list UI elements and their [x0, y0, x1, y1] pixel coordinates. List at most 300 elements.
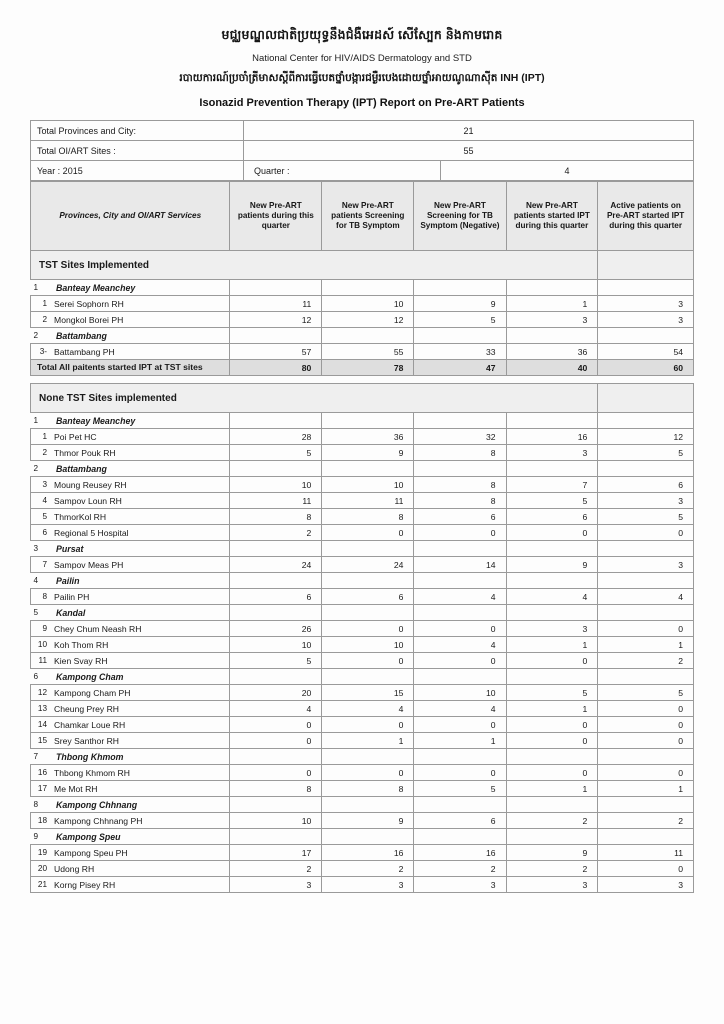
row-value: 0: [598, 621, 694, 637]
group-name: Kampong Chhnang: [50, 797, 230, 813]
row-index: 7: [31, 557, 51, 573]
table-row: [31, 701, 694, 717]
row-value: 11: [598, 845, 694, 861]
row-value: 8: [414, 477, 506, 493]
group-empty-cell: [230, 605, 322, 621]
row-index: 9: [31, 621, 51, 637]
organization-name-khmer: មជ្ឈមណ្ឌលជាតិប្រយុទ្ធនឹងជំងឺអេដស៍ សើស្បែក និងកាមរោគ: [221, 28, 503, 42]
row-site-name: Korng Pisey RH: [50, 877, 230, 893]
group-empty-cell: [414, 280, 506, 296]
table-row: [31, 685, 694, 701]
group-empty-cell: [230, 829, 322, 845]
group-empty-cell: [506, 280, 598, 296]
row-value: 54: [598, 344, 694, 360]
row-index: 13: [31, 701, 51, 717]
group-empty-cell: [414, 461, 506, 477]
group-empty-cell: [230, 573, 322, 589]
row-index: 11: [31, 653, 51, 669]
info-label: Total OI/ART Sites :: [31, 141, 244, 161]
row-index: 17: [31, 781, 51, 797]
row-value: 1: [506, 701, 598, 717]
group-row: [31, 829, 694, 845]
group-empty-cell: [598, 749, 694, 765]
group-empty-cell: [322, 829, 414, 845]
group-empty-cell: [506, 461, 598, 477]
row-value: 2: [322, 861, 414, 877]
group-empty-cell: [598, 461, 694, 477]
info-value: 55: [244, 141, 694, 161]
row-value: 8: [322, 781, 414, 797]
row-value: 5: [414, 781, 506, 797]
table-row: [31, 493, 694, 509]
group-empty-cell: [506, 797, 598, 813]
row-value: 10: [322, 477, 414, 493]
group-number: 8: [33, 800, 39, 809]
group-empty-cell: [230, 669, 322, 685]
row-value: 0: [598, 765, 694, 781]
group-row: [31, 797, 694, 813]
row-value: 57: [230, 344, 322, 360]
row-value: 20: [230, 685, 322, 701]
group-empty-cell: [414, 605, 506, 621]
group-empty-cell: [598, 573, 694, 589]
group-number: 1: [33, 283, 39, 292]
group-row: [31, 573, 694, 589]
group-empty-cell: [506, 413, 598, 429]
group-empty-cell: [322, 541, 414, 557]
row-value: 4: [414, 589, 506, 605]
row-value: 24: [322, 557, 414, 573]
row-value: 0: [598, 717, 694, 733]
report-subtitle-khmer: របាយការណ៍ប្រចាំត្រីមាសស្តីពីការធ្វើបេតថ្នាំបង្ការជម្ងឺរបេងដោយថ្នាំអាយណូណាស៊ីត INH (IPT): [179, 72, 545, 84]
row-value: 6: [414, 813, 506, 829]
info-value: 21: [244, 121, 694, 141]
group-number: 9: [33, 832, 39, 841]
row-value: 10: [322, 637, 414, 653]
row-value: 1: [506, 637, 598, 653]
row-value: 0: [230, 765, 322, 781]
total-value: 80: [230, 360, 322, 376]
row-index: 21: [31, 877, 51, 893]
group-name: Pursat: [50, 541, 230, 557]
group-number: 3: [33, 544, 39, 553]
row-site-name: Regional 5 Hospital: [50, 525, 230, 541]
section-header-row: [31, 251, 694, 280]
row-value: 5: [506, 685, 598, 701]
row-value: 5: [598, 685, 694, 701]
group-number: 5: [33, 608, 39, 617]
row-value: 0: [414, 525, 506, 541]
row-value: 8: [414, 493, 506, 509]
row-index: 1: [31, 296, 51, 312]
section-blank-cell: [598, 384, 694, 413]
row-site-name: Serei Sophorn RH: [50, 296, 230, 312]
row-site-name: Poi Pet HC: [50, 429, 230, 445]
group-empty-cell: [230, 749, 322, 765]
row-value: 0: [414, 653, 506, 669]
row-value: 2: [230, 861, 322, 877]
ipt-report-table: [30, 181, 694, 893]
row-value: 4: [230, 701, 322, 717]
row-site-name: Me Mot RH: [50, 781, 230, 797]
total-value: 78: [322, 360, 414, 376]
group-name: Battambang: [50, 328, 230, 344]
organization-name-english: National Center for HIV/AIDS Dermatology and STD: [252, 53, 472, 64]
row-value: 8: [230, 781, 322, 797]
group-empty-cell: [322, 280, 414, 296]
row-value: 0: [322, 525, 414, 541]
row-value: 0: [322, 717, 414, 733]
row-index: 1: [31, 429, 51, 445]
row-site-name: Thmor Pouk RH: [50, 445, 230, 461]
table-row: [31, 445, 694, 461]
row-value: 3: [506, 877, 598, 893]
row-value: 4: [506, 589, 598, 605]
row-value: 9: [322, 813, 414, 829]
row-value: 4: [414, 701, 506, 717]
column-header-started-ipt: New Pre-ART patients started IPT during this quarter: [506, 182, 598, 251]
table-row: [31, 653, 694, 669]
row-value: 10: [414, 685, 506, 701]
row-value: 6: [506, 509, 598, 525]
row-value: 3: [414, 877, 506, 893]
row-value: 10: [230, 813, 322, 829]
row-value: 8: [322, 509, 414, 525]
row-value: 0: [322, 653, 414, 669]
group-number: 2: [33, 464, 39, 473]
info-table: [30, 120, 694, 181]
group-empty-cell: [322, 328, 414, 344]
row-value: 1: [598, 781, 694, 797]
section-title: TST Sites Implemented: [31, 251, 598, 280]
total-row: [31, 360, 694, 376]
row-value: 3: [506, 312, 598, 328]
group-empty-cell: [598, 605, 694, 621]
row-value: 9: [506, 845, 598, 861]
row-site-name: Kien Svay RH: [50, 653, 230, 669]
row-value: 5: [230, 445, 322, 461]
row-value: 24: [230, 557, 322, 573]
info-value-quarter: 4: [441, 161, 694, 181]
group-empty-cell: [414, 328, 506, 344]
group-empty-cell: [414, 541, 506, 557]
row-value: 33: [414, 344, 506, 360]
row-value: 0: [414, 717, 506, 733]
group-empty-cell: [506, 605, 598, 621]
group-empty-cell: [506, 328, 598, 344]
group-row: [31, 413, 694, 429]
group-name: Pailin: [50, 573, 230, 589]
row-value: 4: [414, 637, 506, 653]
row-index: 10: [31, 637, 51, 653]
row-value: 6: [598, 477, 694, 493]
row-value: 11: [230, 296, 322, 312]
group-row: [31, 541, 694, 557]
document-header: [30, 28, 694, 109]
row-value: 1: [598, 637, 694, 653]
section-title: None TST Sites implemented: [31, 384, 598, 413]
group-name: Banteay Meanchey: [50, 280, 230, 296]
row-value: 1: [322, 733, 414, 749]
info-row: [31, 121, 694, 141]
row-value: 0: [506, 717, 598, 733]
row-value: 9: [414, 296, 506, 312]
total-label: Total All paitents started IPT at TST sites: [31, 360, 230, 376]
row-index: 19: [31, 845, 51, 861]
row-value: 32: [414, 429, 506, 445]
row-value: 5: [414, 312, 506, 328]
total-value: 47: [414, 360, 506, 376]
row-index: 2: [31, 445, 51, 461]
row-value: 4: [322, 701, 414, 717]
row-value: 0: [322, 765, 414, 781]
table-row: [31, 509, 694, 525]
row-value: 9: [506, 557, 598, 573]
row-value: 5: [598, 445, 694, 461]
info-label-year: Year : 2015: [31, 161, 244, 181]
table-row: [31, 717, 694, 733]
row-value: 28: [230, 429, 322, 445]
row-value: 5: [506, 493, 598, 509]
group-number: 7: [33, 752, 39, 761]
row-value: 0: [598, 525, 694, 541]
row-value: 16: [506, 429, 598, 445]
row-value: 0: [506, 733, 598, 749]
table-row: [31, 621, 694, 637]
table-row: [31, 861, 694, 877]
row-value: 14: [414, 557, 506, 573]
row-value: 10: [322, 296, 414, 312]
row-value: 0: [506, 765, 598, 781]
row-value: 3: [230, 877, 322, 893]
row-value: 55: [322, 344, 414, 360]
row-value: 0: [598, 701, 694, 717]
row-value: 3: [598, 877, 694, 893]
table-row: [31, 813, 694, 829]
table-header-row: [31, 182, 694, 251]
row-value: 10: [230, 637, 322, 653]
spacer-cell: [31, 376, 694, 384]
group-row: [31, 328, 694, 344]
row-value: 2: [506, 813, 598, 829]
row-site-name: Thbong Khmom RH: [50, 765, 230, 781]
row-value: 4: [598, 589, 694, 605]
row-site-name: ThmorKol RH: [50, 509, 230, 525]
row-value: 0: [230, 717, 322, 733]
info-row: [31, 141, 694, 161]
row-value: 2: [414, 861, 506, 877]
row-site-name: Sampov Meas PH: [50, 557, 230, 573]
row-index: 8: [31, 589, 51, 605]
group-empty-cell: [598, 280, 694, 296]
column-header-new-preart: New Pre-ART patients during this quarter: [230, 182, 322, 251]
group-empty-cell: [598, 797, 694, 813]
group-empty-cell: [506, 541, 598, 557]
table-row: [31, 477, 694, 493]
row-site-name: Battambang PH: [50, 344, 230, 360]
table-row: [31, 344, 694, 360]
row-value: 12: [230, 312, 322, 328]
table-row: [31, 589, 694, 605]
table-row: [31, 845, 694, 861]
row-index: 5: [31, 509, 51, 525]
row-value: 3: [506, 445, 598, 461]
row-site-name: Srey Santhor RH: [50, 733, 230, 749]
group-empty-cell: [598, 829, 694, 845]
table-row: [31, 781, 694, 797]
row-value: 15: [322, 685, 414, 701]
row-value: 0: [414, 765, 506, 781]
group-empty-cell: [322, 461, 414, 477]
section-spacer: [31, 376, 694, 384]
row-value: 0: [506, 653, 598, 669]
group-empty-cell: [598, 413, 694, 429]
row-value: 3: [598, 296, 694, 312]
row-site-name: Moung Reusey RH: [50, 477, 230, 493]
group-empty-cell: [414, 669, 506, 685]
row-value: 0: [598, 861, 694, 877]
info-label-quarter: Quarter :: [244, 161, 441, 181]
total-value: 60: [598, 360, 694, 376]
row-value: 2: [598, 813, 694, 829]
row-site-name: Kampong Chhnang PH: [50, 813, 230, 829]
row-value: 1: [506, 781, 598, 797]
group-empty-cell: [414, 573, 506, 589]
group-empty-cell: [506, 573, 598, 589]
group-empty-cell: [230, 280, 322, 296]
table-row: [31, 296, 694, 312]
row-value: 11: [322, 493, 414, 509]
row-value: 8: [230, 509, 322, 525]
group-row: [31, 461, 694, 477]
table-row: [31, 429, 694, 445]
row-index: 18: [31, 813, 51, 829]
row-value: 9: [322, 445, 414, 461]
group-empty-cell: [230, 461, 322, 477]
column-header-active-ipt: Active patients on Pre-ART started IPT during this quarter: [598, 182, 694, 251]
table-row: [31, 765, 694, 781]
info-label: Total Provinces and City:: [31, 121, 244, 141]
group-empty-cell: [414, 749, 506, 765]
row-value: 12: [322, 312, 414, 328]
row-value: 8: [414, 445, 506, 461]
group-empty-cell: [230, 328, 322, 344]
group-row: [31, 280, 694, 296]
row-index: 20: [31, 861, 51, 877]
row-value: 6: [414, 509, 506, 525]
section-header-row: [31, 384, 694, 413]
row-site-name: Chamkar Loue RH: [50, 717, 230, 733]
row-site-name: Kampong Speu PH: [50, 845, 230, 861]
section-blank-cell: [598, 251, 694, 280]
group-empty-cell: [322, 797, 414, 813]
row-value: 6: [322, 589, 414, 605]
row-value: 2: [230, 525, 322, 541]
row-value: 0: [230, 733, 322, 749]
row-value: 3: [598, 493, 694, 509]
group-empty-cell: [414, 797, 506, 813]
row-site-name: Cheung Prey RH: [50, 701, 230, 717]
group-number: 1: [33, 416, 39, 425]
row-index: 3-: [31, 344, 51, 360]
group-empty-cell: [230, 797, 322, 813]
group-empty-cell: [506, 829, 598, 845]
row-value: 5: [598, 509, 694, 525]
row-value: 2: [598, 653, 694, 669]
row-index: 4: [31, 493, 51, 509]
row-value: 17: [230, 845, 322, 861]
row-value: 6: [230, 589, 322, 605]
group-empty-cell: [506, 749, 598, 765]
group-empty-cell: [230, 541, 322, 557]
row-index: 16: [31, 765, 51, 781]
table-row: [31, 557, 694, 573]
table-row: [31, 637, 694, 653]
row-value: 2: [506, 861, 598, 877]
row-value: 10: [230, 477, 322, 493]
group-name: Battambang: [50, 461, 230, 477]
info-row: [31, 161, 694, 181]
row-site-name: Kampong Cham PH: [50, 685, 230, 701]
group-empty-cell: [598, 669, 694, 685]
group-empty-cell: [322, 413, 414, 429]
row-index: 14: [31, 717, 51, 733]
row-value: 3: [506, 621, 598, 637]
group-empty-cell: [322, 669, 414, 685]
row-value: 0: [414, 621, 506, 637]
group-empty-cell: [506, 669, 598, 685]
row-index: 2: [31, 312, 51, 328]
group-empty-cell: [230, 413, 322, 429]
group-number: 4: [33, 576, 39, 585]
row-site-name: Pailin PH: [50, 589, 230, 605]
table-row: [31, 525, 694, 541]
column-header-screening-negative: New Pre-ART Screening for TB Symptom (Negative): [414, 182, 506, 251]
group-name: Kandal: [50, 605, 230, 621]
row-site-name: Chey Chum Neash RH: [50, 621, 230, 637]
group-empty-cell: [322, 749, 414, 765]
report-title: Isonazid Prevention Therapy (IPT) Report on Pre-ART Patients: [199, 97, 525, 109]
total-value: 40: [506, 360, 598, 376]
row-value: 1: [506, 296, 598, 312]
group-empty-cell: [414, 829, 506, 845]
group-empty-cell: [598, 541, 694, 557]
group-name: Kampong Cham: [50, 669, 230, 685]
table-row: [31, 312, 694, 328]
row-value: 5: [230, 653, 322, 669]
row-site-name: Udong RH: [50, 861, 230, 877]
row-value: 3: [598, 557, 694, 573]
group-row: [31, 605, 694, 621]
group-number: 6: [33, 672, 39, 681]
row-value: 36: [322, 429, 414, 445]
row-index: 15: [31, 733, 51, 749]
group-empty-cell: [414, 413, 506, 429]
group-name: Kampong Speu: [50, 829, 230, 845]
group-empty-cell: [322, 573, 414, 589]
row-value: 7: [506, 477, 598, 493]
row-site-name: Koh Thom RH: [50, 637, 230, 653]
group-number: 2: [33, 331, 39, 340]
row-value: 26: [230, 621, 322, 637]
table-row: [31, 877, 694, 893]
row-index: 6: [31, 525, 51, 541]
group-row: [31, 749, 694, 765]
row-site-name: Mongkol Borei PH: [50, 312, 230, 328]
group-empty-cell: [322, 605, 414, 621]
column-header-services: Provinces, City and OI/ART Services: [31, 182, 230, 251]
group-name: Thbong Khmom: [50, 749, 230, 765]
